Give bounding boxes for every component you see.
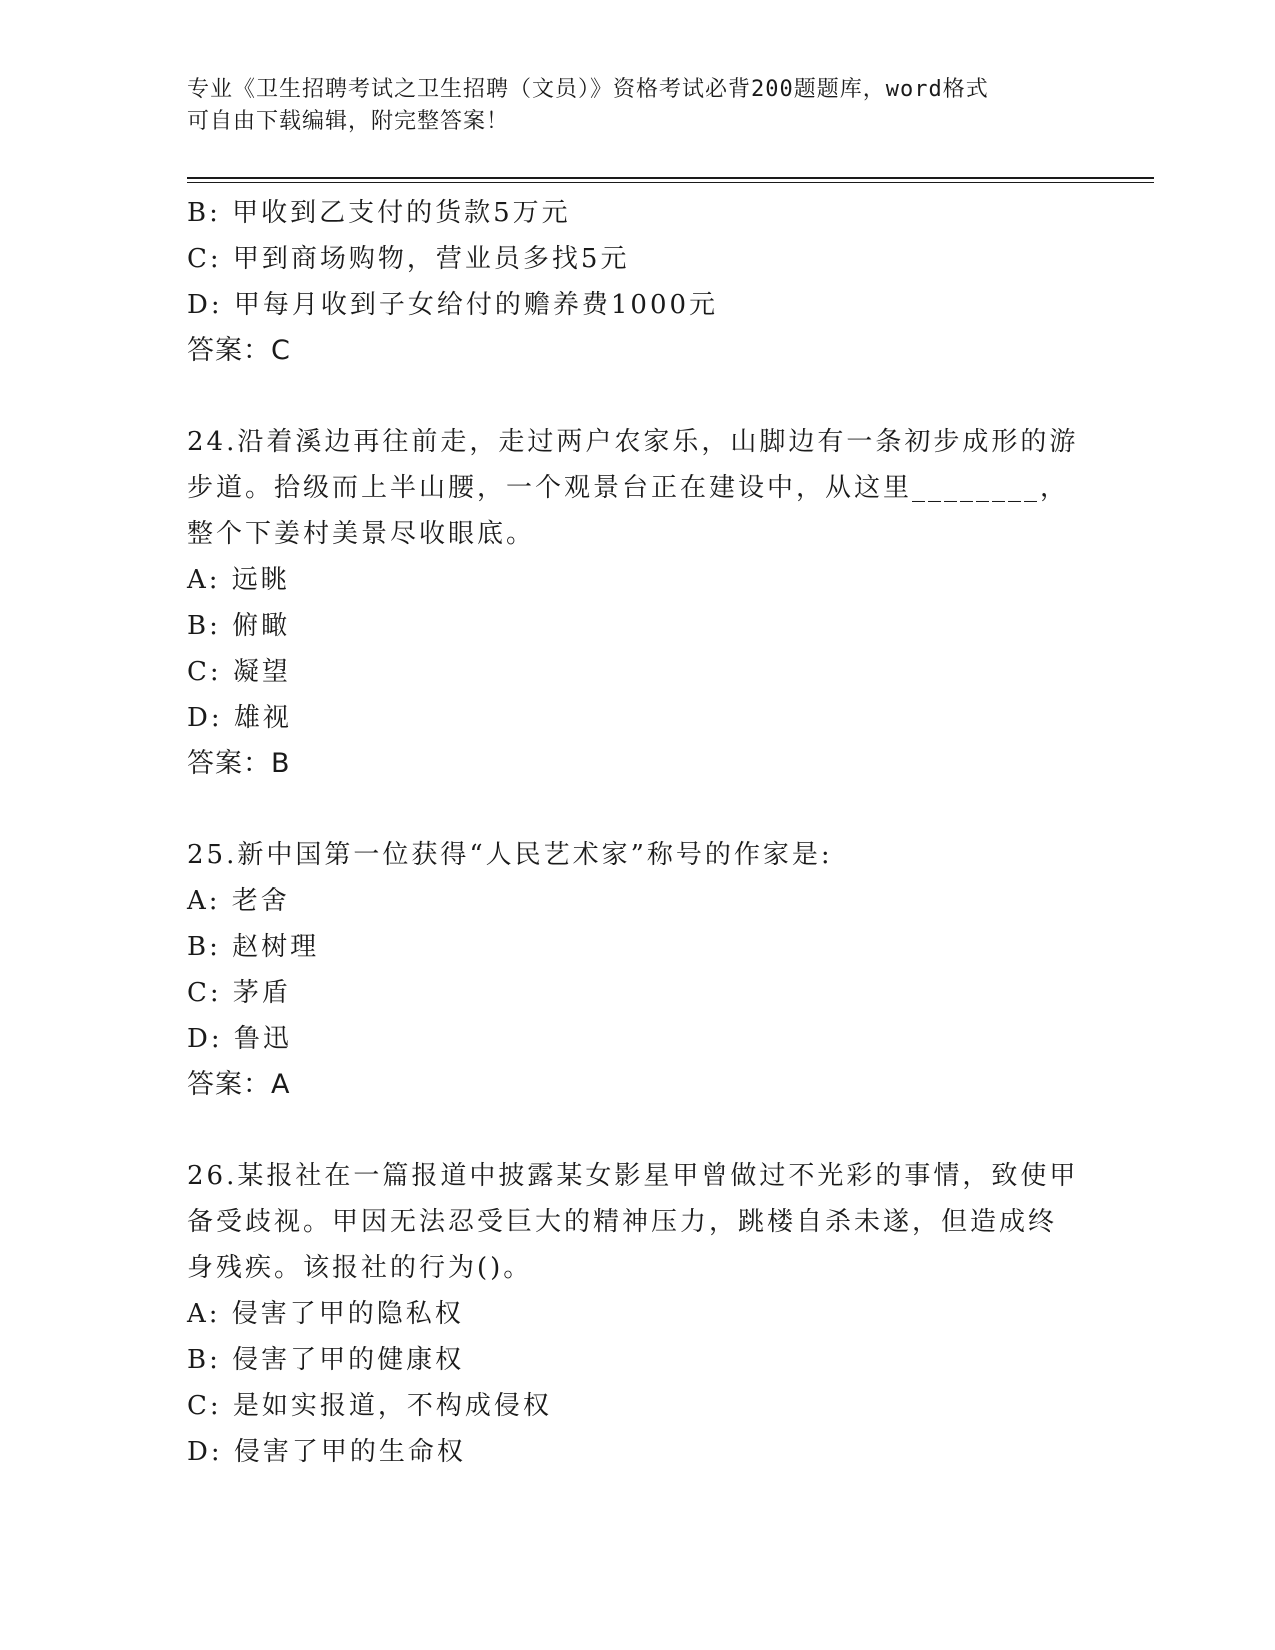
option-b: B: 赵树理	[187, 932, 320, 962]
option-a: A: 老舍	[187, 886, 290, 916]
question-stem-line: 26.某报社在一篇报道中披露某女影星甲曾做过不光彩的事情，致使甲	[187, 1161, 1079, 1191]
option-c: C: 茅盾	[187, 978, 291, 1008]
option-b: B: 侵害了甲的健康权	[187, 1345, 465, 1375]
question-stem-line: 备受歧视。甲因无法忍受巨大的精神压力，跳楼自杀未遂，但造成终	[187, 1207, 1058, 1237]
question-stem-line: 整个下姜村美景尽收眼底。	[187, 519, 536, 549]
option-c: C: 甲到商场购物，营业员多找5元	[187, 244, 630, 274]
question-list	[187, 190, 1087, 1475]
option-d: D: 雄视	[187, 703, 292, 733]
header-title-line-2: 可自由下载编辑，附完整答案！	[187, 109, 510, 134]
question-24	[187, 419, 1087, 787]
option-b: B: 俯瞰	[187, 611, 291, 641]
question-stem-line: 24.沿着溪边再往前走，走过两户农家乐，山脚边有一条初步成形的游	[187, 427, 1079, 457]
answer-line: 答案：C	[187, 335, 291, 366]
header-divider-thin	[187, 182, 1154, 183]
option-c: C: 是如实报道，不构成侵权	[187, 1391, 552, 1421]
answer-line: 答案：A	[187, 1069, 291, 1100]
question-26	[187, 1153, 1087, 1475]
option-d: D: 侵害了甲的生命权	[187, 1437, 466, 1467]
option-d: D: 鲁迅	[187, 1024, 292, 1054]
answer-line: 答案：B	[187, 748, 291, 779]
question-stem-line: 步道。拾级而上半山腰，一个观景台正在建设中，从这里________，	[187, 473, 1070, 503]
question-25	[187, 832, 1087, 1108]
question-stem-line: 25.新中国第一位获得“人民艺术家”称号的作家是:	[187, 840, 833, 870]
option-c: C: 凝望	[187, 657, 291, 687]
option-a: A: 侵害了甲的隐私权	[187, 1299, 464, 1329]
question-23-continued	[187, 190, 1087, 374]
document-header	[187, 74, 1067, 138]
option-b: B: 甲收到乙支付的货款5万元	[187, 198, 571, 228]
question-stem-line: 身残疾。该报社的行为()。	[187, 1253, 533, 1283]
header-title-line-1: 专业《卫生招聘考试之卫生招聘（文员）》资格考试必背200题题库，word格式	[187, 77, 989, 102]
header-divider-thick	[187, 177, 1154, 179]
option-d: D: 甲每月收到子女给付的赡养费1000元	[187, 290, 719, 320]
option-a: A: 远眺	[187, 565, 290, 595]
